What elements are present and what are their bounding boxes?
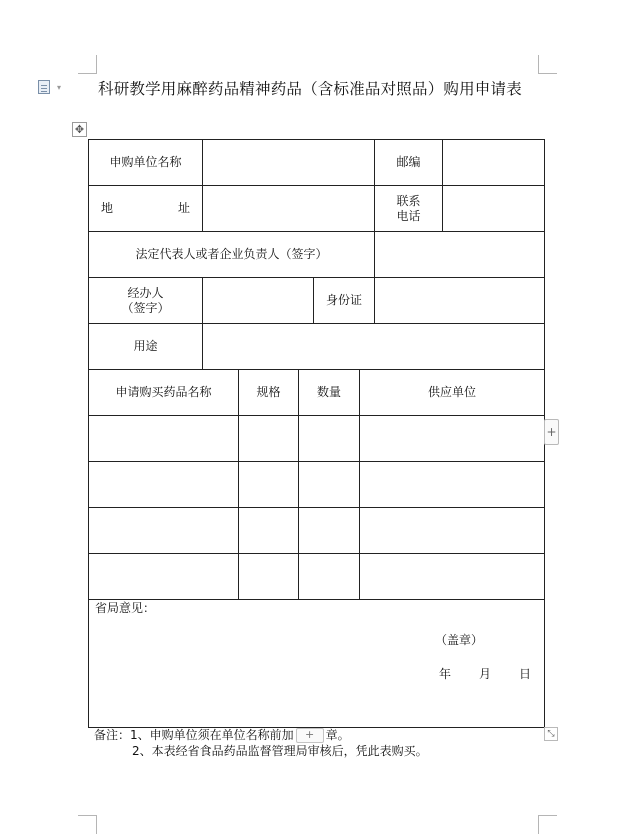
drug-name-cell[interactable] xyxy=(89,462,239,508)
crop-mark-bottom-right xyxy=(538,815,557,834)
drug-name-cell[interactable] xyxy=(89,416,239,462)
note-line-1 xyxy=(94,727,428,743)
add-row-button[interactable]: + xyxy=(544,419,559,445)
quantity-cell[interactable] xyxy=(299,508,360,554)
crop-mark-bottom-left xyxy=(78,815,97,834)
quantity-cell[interactable] xyxy=(299,416,360,462)
application-form-table xyxy=(88,139,545,728)
table-row xyxy=(89,462,545,508)
supplier-cell[interactable] xyxy=(360,554,545,600)
quantity-cell[interactable] xyxy=(299,554,360,600)
provincial-opinion-label: 省局意见： xyxy=(95,601,156,615)
address-label-char-2: 址 xyxy=(177,201,190,215)
notes xyxy=(94,727,428,759)
address-label xyxy=(89,186,203,232)
legal-representative-label: 法定代表人或者企业负责人（签字） xyxy=(89,232,375,278)
contact-phone-field[interactable] xyxy=(443,186,545,232)
handler-label-line-1: 经办人 xyxy=(127,285,164,300)
provincial-opinion-cell[interactable] xyxy=(89,600,545,728)
page-title: 科研教学用麻醉药品精神药品（含标准品对照品）购用申请表 xyxy=(98,80,522,98)
purpose-label: 用途 xyxy=(89,324,203,370)
date-line xyxy=(439,667,531,682)
crop-mark-top-right xyxy=(538,55,557,74)
quantity-cell[interactable] xyxy=(299,462,360,508)
chevron-down-icon[interactable]: ▾ xyxy=(57,83,62,92)
quantity-header: 数量 xyxy=(299,370,360,416)
id-card-label: 身份证 xyxy=(314,278,375,324)
supplier-cell[interactable] xyxy=(360,508,545,554)
day-label: 日 xyxy=(519,667,532,681)
spec-header: 规格 xyxy=(239,370,299,416)
address-label-char-1: 地 xyxy=(101,201,114,215)
drug-name-cell[interactable] xyxy=(89,554,239,600)
handler-label-line-2: （签字） xyxy=(121,300,170,315)
spec-cell[interactable] xyxy=(239,462,299,508)
drug-name-header: 申请购买药品名称 xyxy=(89,370,239,416)
add-column-button[interactable]: + xyxy=(296,728,324,743)
contact-phone-label-line-2: 电话 xyxy=(396,208,421,223)
drug-name-cell[interactable] xyxy=(89,508,239,554)
table-row xyxy=(89,416,545,462)
postcode-field[interactable] xyxy=(443,140,545,186)
applicant-name-label: 申购单位名称 xyxy=(89,140,203,186)
month-label: 月 xyxy=(479,667,492,681)
applicant-name-field[interactable] xyxy=(203,140,375,186)
seal-label: （盖章） xyxy=(435,633,484,647)
supplier-header: 供应单位 xyxy=(360,370,545,416)
contact-phone-label-line-1: 联系 xyxy=(396,193,421,208)
table-row xyxy=(89,554,545,600)
spec-cell[interactable] xyxy=(239,416,299,462)
year-label: 年 xyxy=(439,667,452,681)
crop-mark-top-left xyxy=(78,55,97,74)
document-icon[interactable] xyxy=(38,80,50,94)
table-row xyxy=(89,508,545,554)
note-1-text-start: 备注：1、申购单位须在单位名称前加 xyxy=(94,728,294,742)
spec-cell[interactable] xyxy=(239,508,299,554)
id-card-field[interactable] xyxy=(375,278,545,324)
note-line-2: 2、本表经省食品药品监督管理局审核后，凭此表购买。 xyxy=(132,744,428,758)
supplier-cell[interactable] xyxy=(360,416,545,462)
supplier-cell[interactable] xyxy=(360,462,545,508)
address-field[interactable] xyxy=(203,186,375,232)
handler-signature-field[interactable] xyxy=(203,278,314,324)
table-move-handle-icon[interactable]: ✥ xyxy=(72,122,87,137)
table-resize-handle-icon[interactable]: ⤡ xyxy=(544,727,558,741)
note-1-text-end: 章。 xyxy=(325,728,350,742)
postcode-label: 邮编 xyxy=(375,140,443,186)
legal-representative-signature-field[interactable] xyxy=(375,232,545,278)
spec-cell[interactable] xyxy=(239,554,299,600)
contact-phone-label xyxy=(375,186,443,232)
purpose-field[interactable] xyxy=(203,324,545,370)
handler-label xyxy=(89,278,203,324)
